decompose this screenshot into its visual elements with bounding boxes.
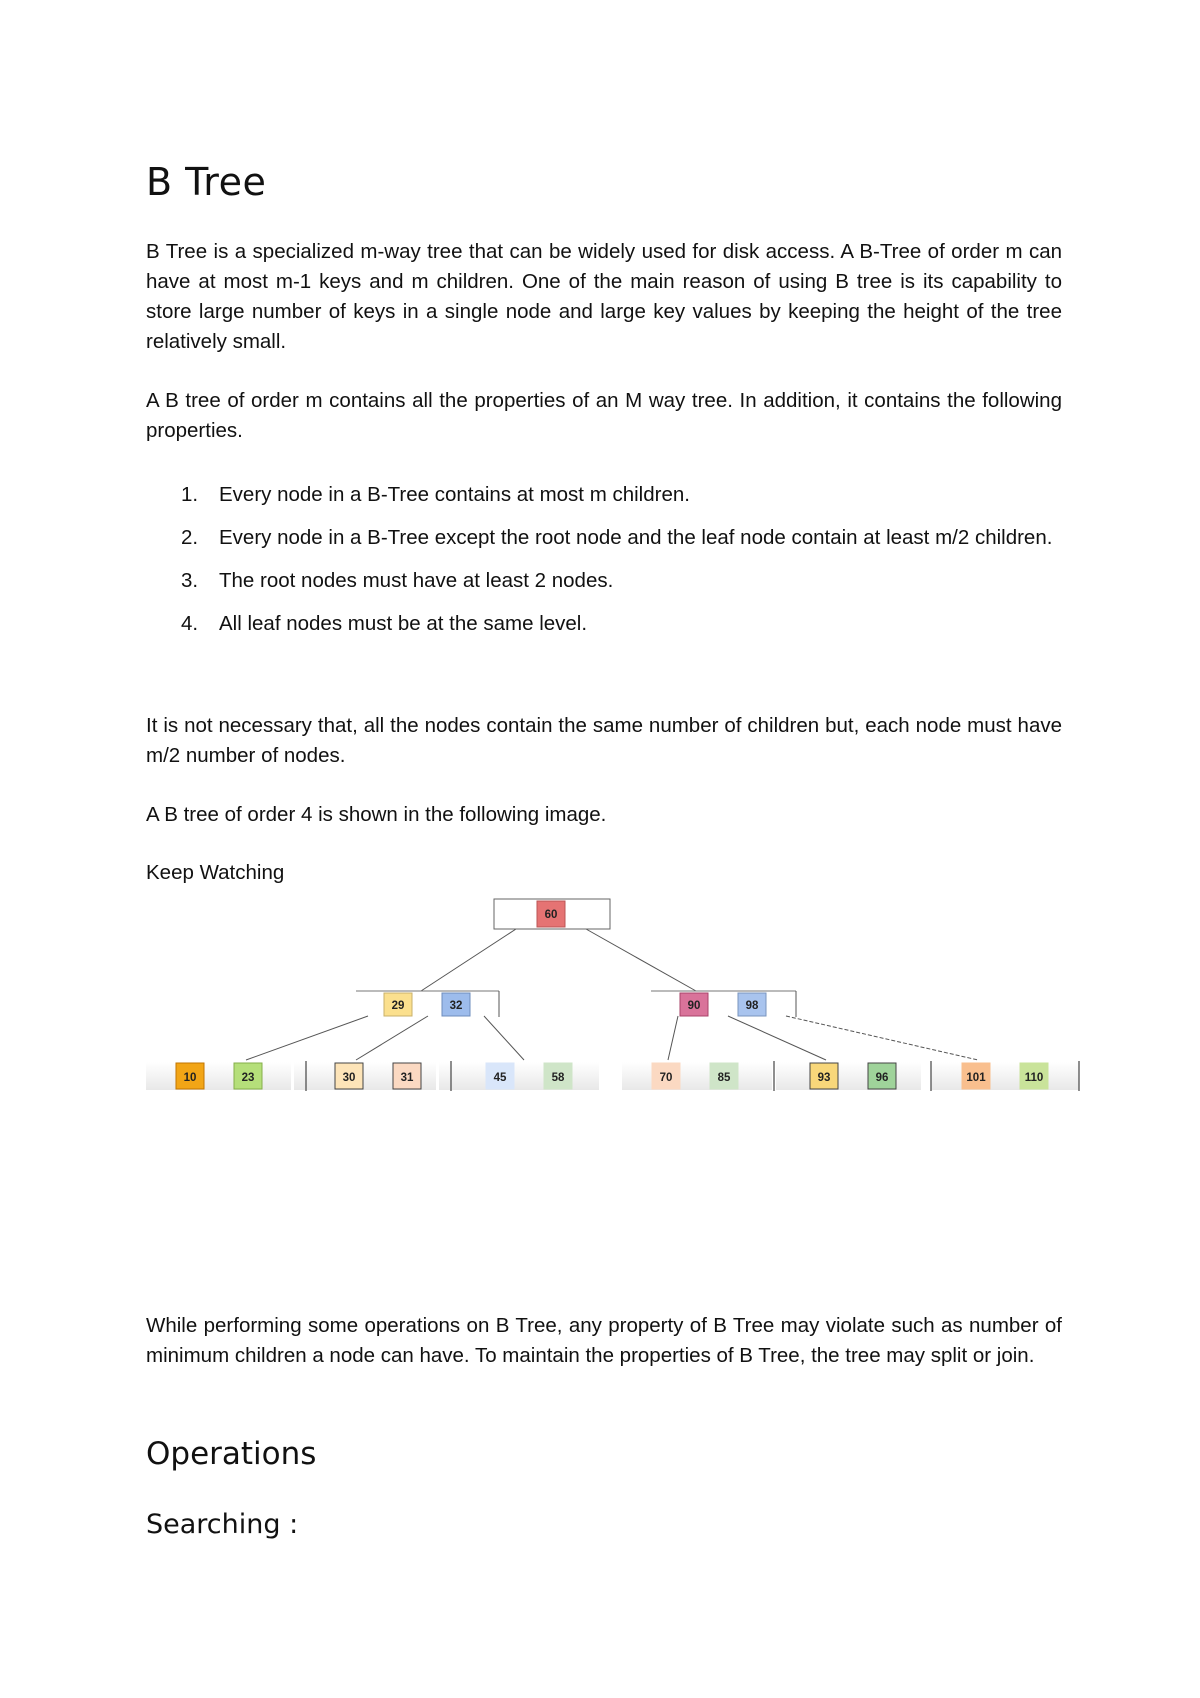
key-label: 58: [551, 1072, 565, 1084]
list-text: Every node in a B-Tree contains at most m children.: [219, 483, 690, 506]
example-caption: A B tree of order 4 is shown in the following image.: [146, 803, 607, 826]
key-label: 30: [342, 1072, 356, 1084]
edge: [246, 1016, 368, 1060]
page-title: B Tree: [146, 160, 267, 204]
internal-node-left: [356, 991, 499, 1017]
list-item: [146, 605, 1062, 642]
edge: [484, 1016, 524, 1060]
searching-heading: Searching :: [146, 1509, 299, 1540]
key-label: 45: [493, 1072, 507, 1084]
leaf-level: [146, 1061, 1079, 1091]
key-label: 110: [1024, 1072, 1044, 1084]
operations-intro-paragraph: While performing some operations on B Tree, any property of B Tree may violate such as number of minimum children a node can have. To maintain the properties of B Tree, the tree may split or join.: [146, 1314, 1062, 1367]
key-label: 60: [544, 909, 558, 921]
keep-watching-text: Keep Watching: [146, 861, 285, 884]
edge: [728, 1016, 826, 1060]
edge: [668, 1016, 678, 1060]
key-label: 31: [400, 1072, 414, 1084]
key-label: 32: [449, 1000, 463, 1012]
nodes-paragraph: It is not necessary that, all the nodes contain the same number of children but, each node must have m/2 number of nodes.: [146, 714, 1062, 767]
edge: [586, 929, 696, 991]
edge: [786, 1016, 978, 1060]
list-item: [146, 519, 1062, 556]
root-node: [494, 899, 610, 929]
key-label: 23: [241, 1072, 255, 1084]
key-label: 70: [659, 1072, 673, 1084]
key-label: 85: [717, 1072, 731, 1084]
list-text: Every node in a B-Tree except the root node and the leaf node contain at least m/2 children.: [219, 526, 1053, 549]
list-number: 4.: [181, 612, 199, 635]
edge: [421, 929, 516, 991]
key-label: 90: [687, 1000, 701, 1012]
key-label: 96: [875, 1072, 889, 1084]
properties-list: [146, 476, 1062, 648]
list-number: 2.: [181, 526, 199, 549]
list-item: [146, 476, 1062, 513]
edge: [356, 1016, 428, 1060]
intro-paragraph: B Tree is a specialized m-way tree that can be widely used for disk access. A B-Tree of order m can have at most m-1 keys and m children. One of the main reason of using B tree is its capability to store large number of keys in a single node and large key values by keeping the height of the tree relatively small.: [146, 240, 1062, 353]
list-text: The root nodes must have at least 2 nodes.: [219, 569, 614, 592]
key-label: 101: [966, 1072, 986, 1084]
key-label: 10: [183, 1072, 197, 1084]
list-number: 3.: [181, 569, 199, 592]
operations-heading: Operations: [146, 1436, 317, 1472]
key-label: 93: [817, 1072, 831, 1084]
list-text: All leaf nodes must be at the same level.: [219, 612, 588, 635]
key-label: 29: [391, 1000, 405, 1012]
internal-node-right: [651, 991, 796, 1017]
list-number: 1.: [181, 483, 199, 506]
key-label: 98: [745, 1000, 759, 1012]
properties-intro-paragraph: A B tree of order m contains all the properties of an M way tree. In addition, it contains the following properties.: [146, 389, 1062, 442]
tree-edges: [246, 929, 978, 1060]
list-item: [146, 562, 1062, 599]
b-tree-diagram: [146, 895, 1086, 1095]
